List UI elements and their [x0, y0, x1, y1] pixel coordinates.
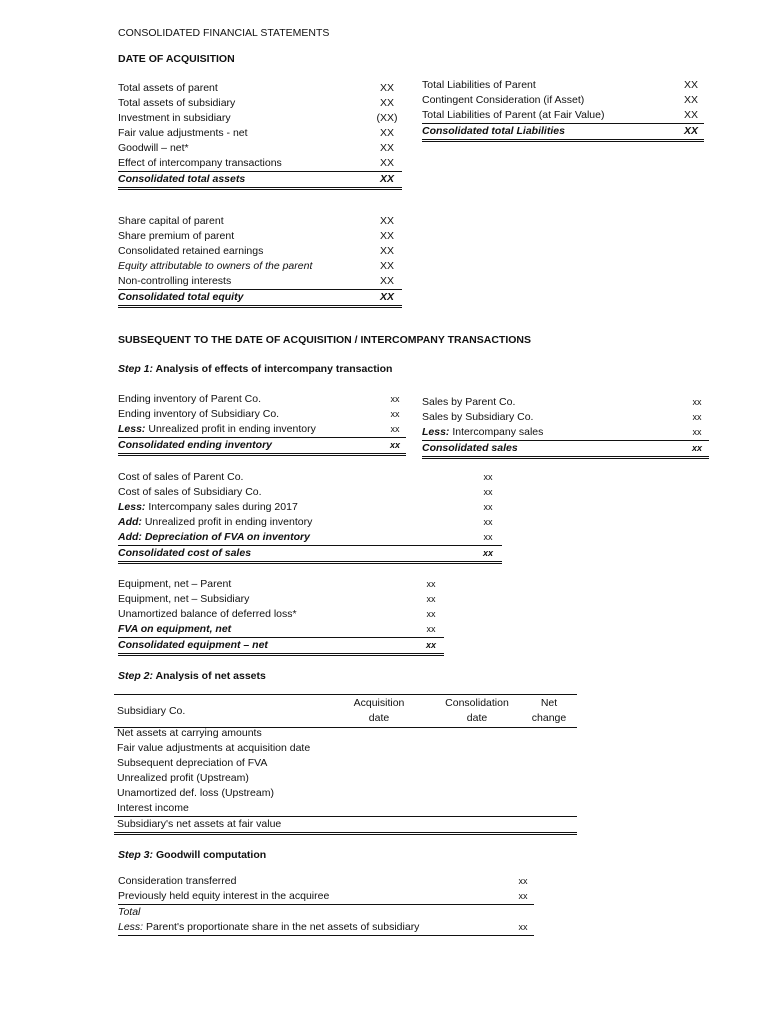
- goodwill-row-label: [118, 889, 329, 904]
- equipment-row: [118, 622, 444, 637]
- cost-of-sales-row-value: xx: [483, 487, 493, 497]
- step2-title: Analysis of net assets: [155, 670, 266, 682]
- equity-row-value: XX: [379, 260, 394, 272]
- equipment-row-label: [118, 577, 231, 592]
- equity-row-label: [118, 229, 234, 244]
- cost-of-sales-row: [118, 485, 502, 500]
- equity-row-label: [118, 244, 263, 259]
- col-net-change-line2: change: [531, 712, 567, 724]
- equipment-row-value: xx: [425, 640, 436, 650]
- asset-row-value: XX: [379, 82, 394, 94]
- goodwill-row-value: xx: [518, 891, 528, 901]
- cost-of-sales-row-value: xx: [483, 517, 493, 527]
- goodwill-row-label: [118, 920, 419, 935]
- asset-row-value: XX: [379, 97, 394, 109]
- equity-row: [118, 289, 402, 305]
- sales-row: [422, 395, 709, 410]
- total-double-underline: [118, 305, 402, 308]
- cost-of-sales-row-value: xx: [483, 532, 493, 542]
- asset-row-value: XX: [379, 157, 394, 169]
- sales-row-value: xx: [692, 427, 702, 437]
- goodwill-row: [118, 889, 534, 905]
- cost-of-sales-table: [118, 470, 502, 564]
- row-text: Goodwill – net*: [118, 142, 189, 154]
- total-double-underline: [422, 456, 709, 459]
- row-text: Previously held equity interest in the acquiree: [118, 890, 330, 902]
- equity-row-label: [118, 214, 224, 229]
- cost-of-sales-row: [118, 470, 502, 485]
- sales-row-label: [422, 410, 533, 425]
- row-text: Consolidated retained earnings: [118, 245, 264, 257]
- liability-row-label: [422, 93, 584, 108]
- inventory-row: [118, 392, 406, 407]
- total-double-underline: [422, 139, 704, 142]
- liability-row-label: [422, 108, 604, 123]
- liability-row: [422, 93, 704, 108]
- equipment-row-value: xx: [426, 609, 436, 619]
- row-text: Non-controlling interests: [118, 275, 232, 287]
- asset-row-label: [118, 96, 235, 111]
- equipment-row-label: [118, 622, 231, 637]
- row-text: Cost of sales of Subsidiary Co.: [118, 486, 262, 498]
- sales-row-value: xx: [692, 412, 702, 422]
- row-prefix: Less:: [422, 426, 450, 438]
- row-text: Parent's proportionate share in the net assets of subsidiary: [143, 921, 420, 933]
- equity-row: [118, 274, 402, 289]
- equity-table: [118, 214, 402, 308]
- total-double-underline: [118, 187, 402, 190]
- equity-row-label: [118, 274, 231, 289]
- asset-row: [118, 81, 402, 96]
- liability-row-value: XX: [683, 79, 698, 91]
- step3-heading: [118, 848, 266, 863]
- step2-heading: [118, 669, 266, 684]
- asset-row-value: XX: [379, 127, 394, 139]
- col-acquisition-line2: date: [368, 712, 390, 724]
- goodwill-table: [118, 874, 534, 936]
- total-double-underline: [118, 453, 406, 456]
- row-text: Consolidated sales: [422, 442, 518, 454]
- cost-of-sales-row-label: [118, 500, 298, 515]
- equity-row-label: [118, 290, 243, 305]
- equipment-row-value: xx: [426, 594, 436, 604]
- cost-of-sales-row: [118, 500, 502, 515]
- liability-row: [422, 123, 704, 139]
- cost-of-sales-row: [118, 515, 502, 530]
- goodwill-row-label: [118, 874, 236, 889]
- row-text: Sales by Parent Co.: [422, 396, 516, 408]
- net-assets-row-label: Net assets at carrying amounts: [117, 727, 262, 739]
- goodwill-row: [118, 920, 534, 936]
- row-text: Total: [118, 906, 141, 918]
- document-title: CONSOLIDATED FINANCIAL STATEMENTS: [118, 27, 330, 39]
- equity-row: [118, 229, 402, 244]
- sales-row-label: [422, 425, 543, 440]
- equity-row-value: XX: [379, 291, 394, 303]
- row-text: Consolidated ending inventory: [118, 439, 273, 451]
- sales-row-value: xx: [691, 443, 702, 453]
- sales-row: [422, 425, 709, 440]
- total-double-underline: [118, 561, 502, 564]
- step3-title: Goodwill computation: [155, 849, 267, 861]
- inventory-table: [118, 392, 406, 456]
- equity-row: [118, 244, 402, 259]
- row-text: Unrealized profit in ending inventory: [145, 423, 316, 435]
- row-text: FVA on equipment, net: [118, 623, 232, 635]
- equipment-row-label: [118, 607, 297, 622]
- net-assets-row-label: Unamortized def. loss (Upstream): [117, 787, 274, 799]
- row-text: Consolidated total equity: [118, 291, 244, 303]
- row-prefix: Less:: [118, 423, 146, 435]
- row-text: Consolidated total assets: [118, 173, 246, 185]
- cost-of-sales-row-value: xx: [483, 472, 493, 482]
- row-text: Effect of intercompany transactions: [118, 157, 282, 169]
- equipment-row: [118, 637, 444, 653]
- row-prefix: Add:: [118, 516, 142, 528]
- net-assets-row-label: Subsequent depreciation of FVA: [117, 757, 268, 769]
- liability-row-label: [422, 78, 536, 93]
- liability-row-value: XX: [683, 125, 698, 137]
- inventory-row-label: [118, 407, 279, 422]
- liability-row-value: XX: [683, 109, 698, 121]
- equity-row-value: XX: [379, 215, 394, 227]
- row-text: Contingent Consideration (if Asset): [422, 94, 585, 106]
- equity-row-value: XX: [379, 245, 394, 257]
- date-of-acquisition-heading: DATE OF ACQUISITION: [118, 53, 235, 65]
- row-text: Fair value adjustments - net: [118, 127, 248, 139]
- inventory-row: [118, 437, 406, 453]
- inventory-row-value: xx: [390, 424, 400, 434]
- liability-row: [422, 108, 704, 123]
- net-assets-row: [114, 801, 577, 816]
- row-text: Ending inventory of Subsidiary Co.: [118, 408, 280, 420]
- col-consolidation-line2: date: [466, 712, 488, 724]
- goodwill-row-label: [118, 905, 140, 920]
- inventory-row: [118, 422, 406, 437]
- asset-row: [118, 171, 402, 187]
- net-assets-subsidiary-label: Subsidiary Co.: [117, 705, 186, 717]
- row-text: Depreciation of FVA on inventory: [141, 531, 310, 543]
- step1-heading: [118, 362, 392, 377]
- row-prefix: Add:: [118, 531, 142, 543]
- step2-prefix: Step 2:: [118, 670, 154, 682]
- net-assets-row: [114, 786, 577, 801]
- row-text: Unamortized balance of deferred loss*: [118, 608, 297, 620]
- row-text: Investment in subsidiary: [118, 112, 231, 124]
- row-prefix: Less:: [118, 501, 146, 513]
- cost-of-sales-row-label: [118, 485, 262, 500]
- equipment-row-label: [118, 592, 249, 607]
- inventory-row-label: [118, 392, 261, 407]
- step1-title: Analysis of effects of intercompany transaction: [155, 363, 393, 375]
- row-text: Consolidated equipment – net: [118, 639, 268, 651]
- goodwill-row: [118, 874, 534, 889]
- net-assets-row-label: Fair value adjustments at acquisition date: [117, 742, 311, 754]
- row-text: Total Liabilities of Parent (at Fair Value): [422, 109, 605, 121]
- asset-row-label: [118, 126, 248, 141]
- step3-prefix: Step 3:: [118, 849, 154, 861]
- equity-row: [118, 259, 402, 274]
- row-text: Cost of sales of Parent Co.: [118, 471, 244, 483]
- net-assets-total-label: Subsidiary's net assets at fair value: [117, 818, 282, 830]
- cost-of-sales-row-label: [118, 515, 312, 530]
- net-assets-row: [114, 726, 577, 741]
- asset-row: [118, 141, 402, 156]
- asset-row-label: [118, 141, 189, 156]
- asset-row: [118, 126, 402, 141]
- assets-table: [118, 81, 402, 190]
- goodwill-row: [118, 905, 534, 920]
- row-text: Share premium of parent: [118, 230, 235, 242]
- inventory-row: [118, 407, 406, 422]
- row-text: Equity attributable to owners of the parent: [118, 260, 313, 272]
- asset-row: [118, 156, 402, 171]
- net-assets-row-label: Unrealized profit (Upstream): [117, 772, 249, 784]
- row-text: Total Liabilities of Parent: [422, 79, 536, 91]
- row-text: Unrealized profit in ending inventory: [141, 516, 313, 528]
- row-text: Sales by Subsidiary Co.: [422, 411, 534, 423]
- asset-row-label: [118, 156, 282, 171]
- asset-row: [118, 111, 402, 126]
- inventory-row-value: xx: [390, 394, 400, 404]
- col-consolidation-date: [439, 696, 515, 726]
- row-text: Equipment, net – Subsidiary: [118, 593, 250, 605]
- row-text: Consolidated cost of sales: [118, 547, 252, 559]
- row-text: Ending inventory of Parent Co.: [118, 393, 262, 405]
- equipment-row-label: [118, 638, 268, 653]
- row-text: Consideration transferred: [118, 875, 237, 887]
- asset-row-value: (XX): [376, 112, 398, 124]
- liability-row-value: XX: [683, 94, 698, 106]
- sales-table: [422, 395, 709, 459]
- cost-of-sales-row-label: [118, 530, 310, 545]
- liability-row: [422, 78, 704, 93]
- inventory-row-value: xx: [390, 409, 400, 419]
- row-text: Total assets of subsidiary: [118, 97, 236, 109]
- row-text: Intercompany sales during 2017: [145, 501, 298, 513]
- inventory-row-value: xx: [389, 440, 400, 450]
- sales-row: [422, 410, 709, 425]
- total-double-underline: [118, 653, 444, 656]
- row-text: Intercompany sales: [449, 426, 544, 438]
- asset-row-value: XX: [379, 173, 394, 185]
- sales-row: [422, 440, 709, 456]
- asset-row: [118, 96, 402, 111]
- cost-of-sales-row-value: xx: [482, 548, 493, 558]
- equipment-row: [118, 607, 444, 622]
- step1-prefix: Step 1:: [118, 363, 154, 375]
- inventory-row-label: [118, 422, 316, 437]
- net-assets-row: [114, 741, 577, 756]
- sales-row-label: [422, 395, 515, 410]
- equipment-row: [118, 592, 444, 607]
- row-text: Share capital of parent: [118, 215, 224, 227]
- equity-row-value: XX: [379, 230, 394, 242]
- cost-of-sales-row: [118, 545, 502, 561]
- net-assets-row-label: Interest income: [117, 802, 189, 814]
- asset-row-label: [118, 81, 218, 96]
- equity-row-value: XX: [379, 275, 394, 287]
- inventory-row-label: [118, 438, 272, 453]
- equity-row-label: [118, 259, 312, 274]
- row-text: Consolidated total Liabilities: [422, 125, 565, 137]
- liability-row-label: [422, 124, 565, 139]
- col-acquisition-date: [344, 696, 414, 726]
- cost-of-sales-row: [118, 530, 502, 545]
- cost-of-sales-row-label: [118, 470, 243, 485]
- cost-of-sales-row-label: [118, 546, 251, 561]
- goodwill-row-value: xx: [518, 922, 528, 932]
- equity-row: [118, 214, 402, 229]
- goodwill-row-value: xx: [518, 876, 528, 886]
- net-assets-total-row: [114, 816, 577, 835]
- liabilities-table: [422, 78, 704, 142]
- net-assets-header: [114, 694, 577, 728]
- col-acquisition-line1: Acquisition: [353, 697, 405, 709]
- row-text: Total assets of parent: [118, 82, 218, 94]
- col-net-change-line1: Net: [540, 697, 558, 709]
- equipment-table: [118, 577, 444, 656]
- col-net-change: [524, 696, 574, 726]
- equipment-row-value: xx: [426, 624, 436, 634]
- col-consolidation-line1: Consolidation: [445, 697, 509, 709]
- equipment-row-value: xx: [426, 579, 436, 589]
- sales-row-value: xx: [692, 397, 702, 407]
- equipment-row: [118, 577, 444, 592]
- asset-row-value: XX: [379, 142, 394, 154]
- sales-row-label: [422, 441, 518, 456]
- asset-row-label: [118, 172, 245, 187]
- row-text: Equipment, net – Parent: [118, 578, 232, 590]
- row-prefix: Less:: [118, 921, 144, 933]
- net-assets-table: [114, 726, 577, 835]
- cost-of-sales-row-value: xx: [483, 502, 493, 512]
- net-assets-row: [114, 771, 577, 786]
- subsequent-heading: SUBSEQUENT TO THE DATE OF ACQUISITION / INTERCOMPANY TRANSACTIONS: [118, 334, 532, 346]
- asset-row-label: [118, 111, 231, 126]
- net-assets-row: [114, 756, 577, 771]
